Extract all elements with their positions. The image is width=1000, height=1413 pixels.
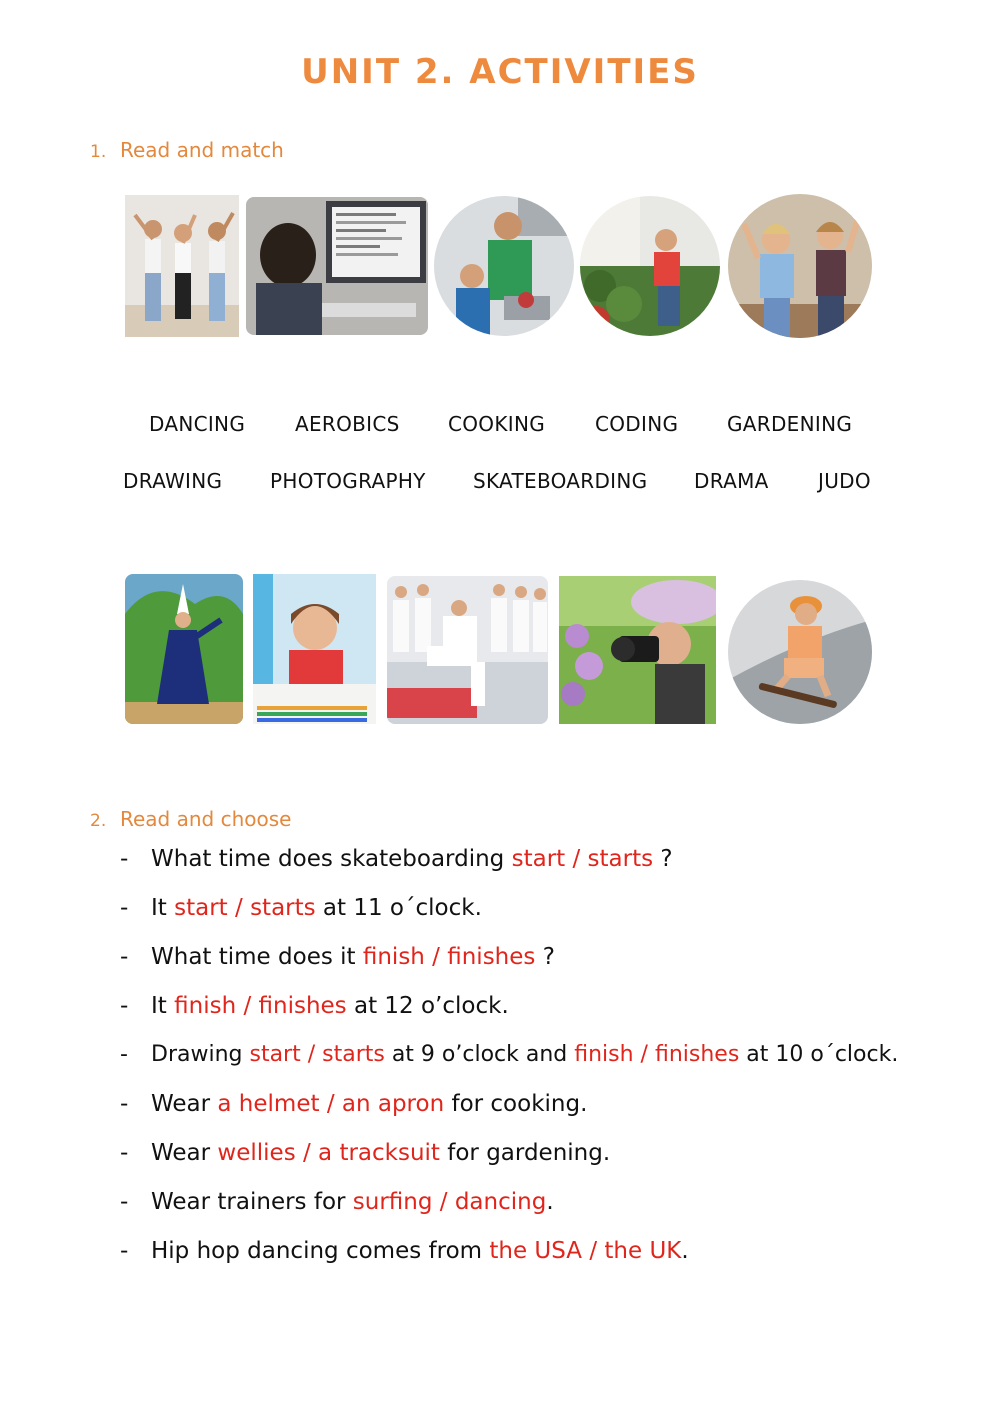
word-gardening: GARDENING	[727, 412, 853, 436]
drama-photo	[125, 574, 243, 724]
gardening-photo	[580, 196, 720, 336]
photography-photo	[559, 576, 716, 724]
aerobics-photo	[125, 195, 239, 337]
sentence-4	[120, 993, 980, 1042]
section-1-heading	[90, 138, 284, 162]
bullet-dash: -	[120, 944, 129, 970]
sentence-text: Hip hop dancing comes from	[151, 1238, 490, 1264]
answer-choice[interactable]: start / starts	[249, 1042, 385, 1067]
sentence-text: at 10 o´clock.	[739, 1042, 899, 1067]
sentence-8	[120, 1189, 980, 1238]
bullet-dash: -	[120, 1042, 128, 1067]
sentence-text: at 9 o’clock and	[384, 1042, 575, 1067]
sentence-list	[120, 846, 980, 1287]
sentence-text: at 12 o’clock.	[346, 993, 509, 1019]
word-skateboarding: SKATEBOARDING	[473, 469, 648, 493]
sentence-text: .	[681, 1238, 689, 1264]
answer-choice[interactable]: the USA / the UK	[489, 1238, 682, 1264]
skateboarding-photo	[728, 580, 872, 724]
bullet-dash: -	[120, 993, 129, 1019]
bullet-dash: -	[120, 846, 129, 872]
word-drama: DRAMA	[694, 469, 769, 493]
sentence-text: .	[546, 1189, 554, 1215]
sentence-1	[120, 846, 980, 895]
sentence-text: Wear	[151, 1140, 218, 1166]
bullet-dash: -	[120, 1091, 129, 1117]
sentence-text: for gardening.	[439, 1140, 611, 1166]
answer-choice[interactable]: surfing / dancing	[352, 1189, 547, 1215]
word-aerobics: AEROBICS	[295, 412, 400, 436]
sentence-text: What time does skateboarding	[151, 846, 512, 872]
section-2-heading	[90, 807, 291, 831]
word-photography: PHOTOGRAPHY	[270, 469, 426, 493]
sentence-text: ?	[653, 846, 673, 872]
sentence-text: It	[151, 993, 175, 1019]
word-coding: CODING	[595, 412, 679, 436]
sentence-text: It	[151, 895, 175, 921]
word-cooking: COOKING	[448, 412, 546, 436]
section-2-number: 2.	[90, 811, 107, 831]
sentence-6	[120, 1091, 980, 1140]
section-1-number: 1.	[90, 142, 107, 162]
word-dancing: DANCING	[149, 412, 246, 436]
sentence-text: at 11 o´clock.	[315, 895, 482, 921]
answer-choice[interactable]: wellies / a tracksuit	[217, 1140, 440, 1166]
bullet-dash: -	[120, 1238, 129, 1264]
sentence-text: Drawing	[151, 1042, 250, 1067]
sentence-7	[120, 1140, 980, 1189]
sentence-5	[120, 1042, 980, 1091]
sentence-2	[120, 895, 980, 944]
sentence-text: for cooking.	[444, 1091, 588, 1117]
answer-choice[interactable]: start / starts	[511, 846, 654, 872]
bullet-dash: -	[120, 1189, 129, 1215]
answer-choice[interactable]: finish / finishes	[362, 944, 536, 970]
sentence-text: Wear	[151, 1091, 218, 1117]
word-drawing: DRAWING	[123, 469, 223, 493]
sentence-text: What time does it	[151, 944, 363, 970]
sentence-3	[120, 944, 980, 993]
bullet-dash: -	[120, 1140, 129, 1166]
answer-choice[interactable]: start / starts	[174, 895, 316, 921]
word-bank-row-2	[0, 469, 1000, 497]
answer-choice[interactable]: finish / finishes	[174, 993, 347, 1019]
answer-choice[interactable]: a helmet / an apron	[217, 1091, 445, 1117]
word-judo: JUDO	[818, 469, 871, 493]
word-bank-row-1	[0, 412, 1000, 440]
coding-photo	[246, 197, 428, 335]
cooking-photo	[434, 196, 574, 336]
dancing-photo	[728, 194, 872, 338]
bullet-dash: -	[120, 895, 129, 921]
sentence-text: Wear trainers for	[151, 1189, 353, 1215]
section-2-title: Read and choose	[120, 807, 292, 831]
answer-choice-2[interactable]: finish / finishes	[574, 1042, 740, 1067]
drawing-photo	[253, 574, 376, 724]
sentence-text: ?	[535, 944, 555, 970]
section-1-title: Read and match	[120, 138, 284, 162]
judo-photo	[387, 576, 548, 724]
sentence-9	[120, 1238, 980, 1287]
page-title: UNIT 2. ACTIVITIES	[301, 52, 699, 92]
